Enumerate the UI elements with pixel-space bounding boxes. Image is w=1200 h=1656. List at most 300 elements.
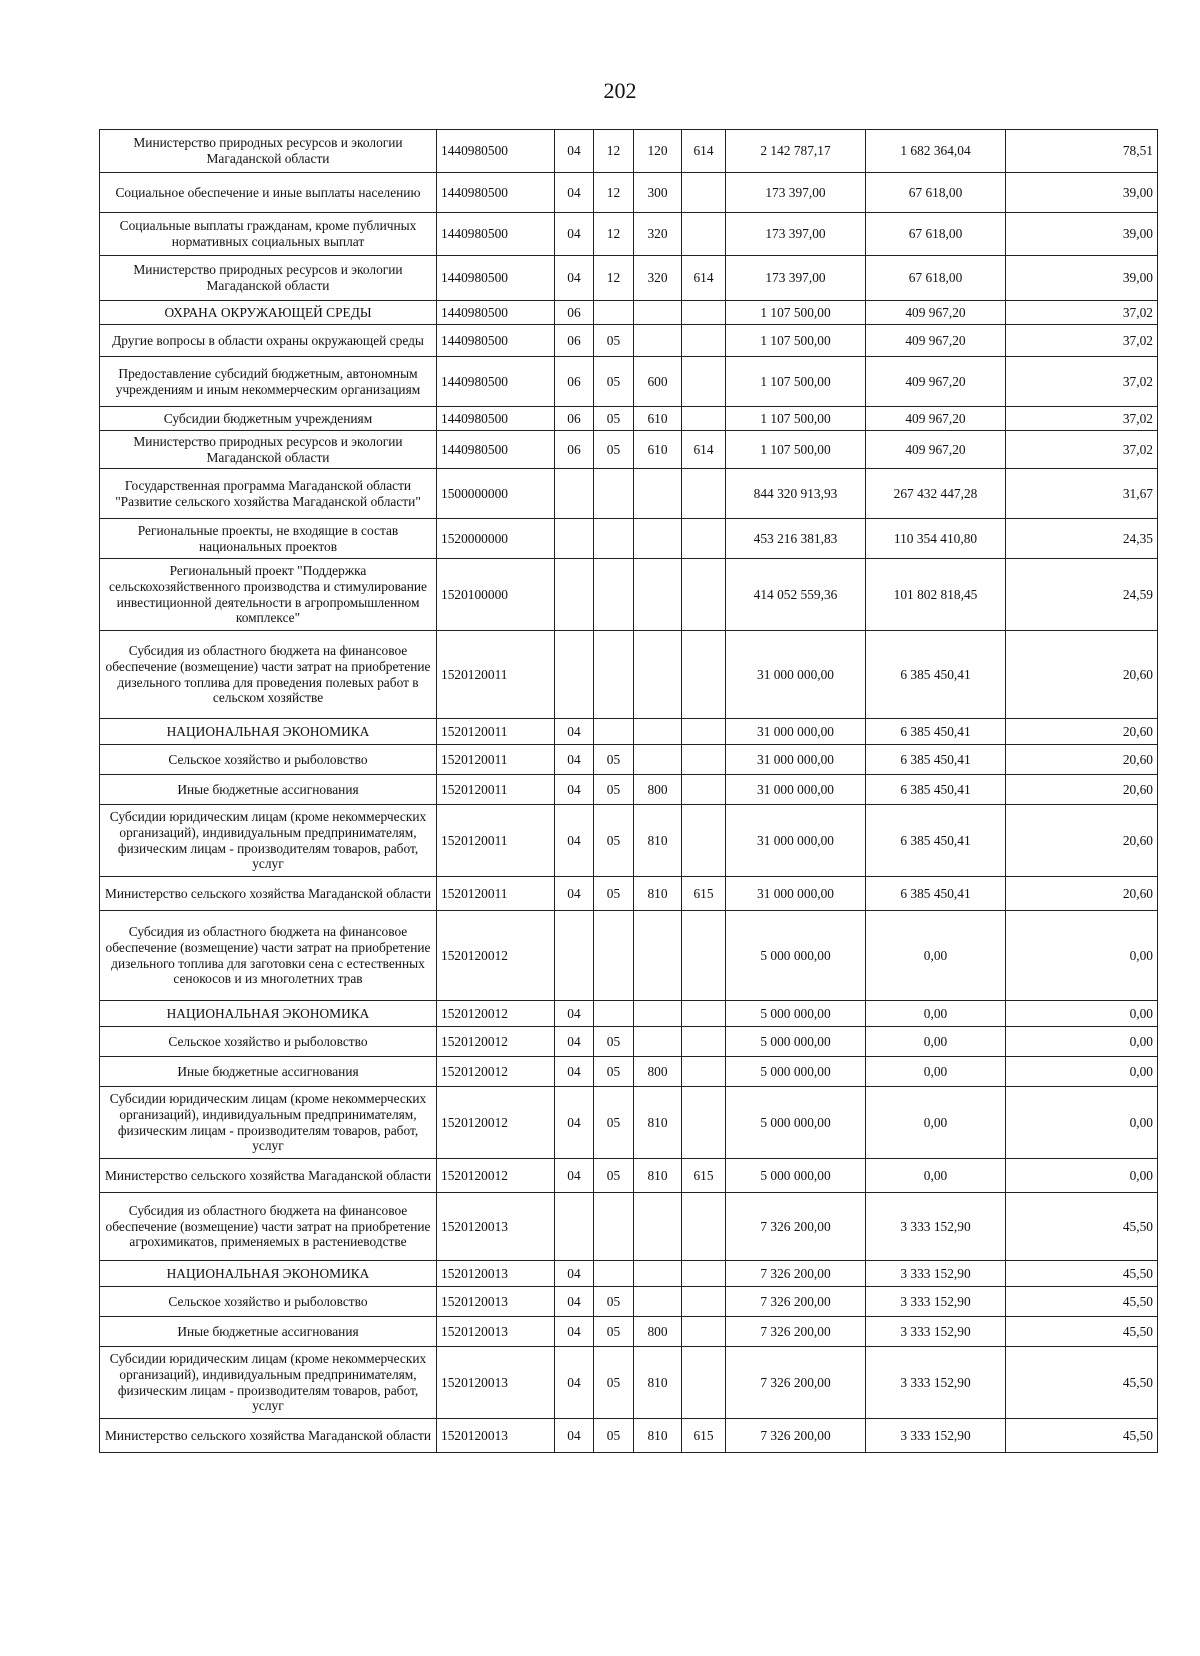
row-section: 04 <box>555 1261 594 1287</box>
row-percent: 37,02 <box>1006 325 1158 357</box>
row-plan-amount: 173 397,00 <box>726 173 866 213</box>
row-name: Министерство сельского хозяйства Магаданской области <box>100 877 437 911</box>
row-section: 04 <box>555 805 594 877</box>
row-code: 1520000000 <box>437 519 555 559</box>
row-ministry-code <box>682 1287 726 1317</box>
row-percent: 45,50 <box>1006 1287 1158 1317</box>
row-section: 06 <box>555 431 594 469</box>
row-subsection: 05 <box>594 1287 634 1317</box>
row-section: 04 <box>555 1419 594 1453</box>
row-actual-amount: 6 385 450,41 <box>866 745 1006 775</box>
row-plan-amount: 31 000 000,00 <box>726 745 866 775</box>
row-section: 06 <box>555 325 594 357</box>
row-actual-amount: 409 967,20 <box>866 407 1006 431</box>
row-name: Субсидии юридическим лицам (кроме некоммерческих организаций), индивидуальным предпринимателям, физическим лицам - производителям товаров, работ, услуг <box>100 805 437 877</box>
row-actual-amount: 267 432 447,28 <box>866 469 1006 519</box>
row-plan-amount: 31 000 000,00 <box>726 775 866 805</box>
table-row <box>100 1001 1158 1027</box>
row-name: Министерство природных ресурсов и экологии Магаданской области <box>100 256 437 301</box>
row-code: 1520120011 <box>437 745 555 775</box>
row-plan-amount: 7 326 200,00 <box>726 1193 866 1261</box>
row-plan-amount: 31 000 000,00 <box>726 877 866 911</box>
row-percent: 20,60 <box>1006 877 1158 911</box>
row-ministry-code <box>682 1087 726 1159</box>
row-section: 06 <box>555 407 594 431</box>
row-expense-type <box>634 631 682 719</box>
row-actual-amount: 1 682 364,04 <box>866 130 1006 173</box>
row-subsection <box>594 1193 634 1261</box>
row-section: 04 <box>555 256 594 301</box>
row-plan-amount: 844 320 913,93 <box>726 469 866 519</box>
table-row <box>100 745 1158 775</box>
row-code: 1440980500 <box>437 357 555 407</box>
row-percent: 39,00 <box>1006 256 1158 301</box>
row-percent: 0,00 <box>1006 1027 1158 1057</box>
row-expense-type: 300 <box>634 173 682 213</box>
row-expense-type: 800 <box>634 1057 682 1087</box>
table-row <box>100 805 1158 877</box>
row-section: 04 <box>555 1287 594 1317</box>
row-ministry-code <box>682 911 726 1001</box>
row-name: Социальное обеспечение и иные выплаты населению <box>100 173 437 213</box>
row-expense-type: 800 <box>634 775 682 805</box>
table-row <box>100 130 1158 173</box>
row-ministry-code: 615 <box>682 1419 726 1453</box>
row-name: НАЦИОНАЛЬНАЯ ЭКОНОМИКА <box>100 1001 437 1027</box>
row-actual-amount: 0,00 <box>866 1159 1006 1193</box>
row-name: Министерство сельского хозяйства Магаданской области <box>100 1159 437 1193</box>
row-code: 1440980500 <box>437 173 555 213</box>
row-subsection: 12 <box>594 256 634 301</box>
row-percent: 0,00 <box>1006 1057 1158 1087</box>
table-row <box>100 1317 1158 1347</box>
row-actual-amount: 67 618,00 <box>866 173 1006 213</box>
row-actual-amount: 67 618,00 <box>866 256 1006 301</box>
row-subsection: 12 <box>594 130 634 173</box>
row-section: 04 <box>555 1027 594 1057</box>
row-plan-amount: 31 000 000,00 <box>726 631 866 719</box>
row-plan-amount: 5 000 000,00 <box>726 1027 866 1057</box>
row-name: Государственная программа Магаданской области "Развитие сельского хозяйства Магаданской области" <box>100 469 437 519</box>
row-code: 1520120013 <box>437 1347 555 1419</box>
row-actual-amount: 6 385 450,41 <box>866 805 1006 877</box>
row-plan-amount: 5 000 000,00 <box>726 911 866 1001</box>
row-name: Субсидии бюджетным учреждениям <box>100 407 437 431</box>
row-section: 04 <box>555 719 594 745</box>
row-plan-amount: 31 000 000,00 <box>726 719 866 745</box>
table-row <box>100 357 1158 407</box>
row-code: 1520120012 <box>437 1057 555 1087</box>
row-section: 04 <box>555 1057 594 1087</box>
row-code: 1520100000 <box>437 559 555 631</box>
row-subsection <box>594 719 634 745</box>
row-name: Другие вопросы в области охраны окружающей среды <box>100 325 437 357</box>
row-expense-type: 320 <box>634 213 682 256</box>
row-plan-amount: 2 142 787,17 <box>726 130 866 173</box>
row-ministry-code <box>682 357 726 407</box>
row-percent: 0,00 <box>1006 1087 1158 1159</box>
row-section <box>555 519 594 559</box>
row-actual-amount: 6 385 450,41 <box>866 719 1006 745</box>
row-expense-type: 600 <box>634 357 682 407</box>
row-plan-amount: 1 107 500,00 <box>726 325 866 357</box>
row-expense-type: 800 <box>634 1317 682 1347</box>
row-percent: 20,60 <box>1006 745 1158 775</box>
row-plan-amount: 31 000 000,00 <box>726 805 866 877</box>
row-ministry-code <box>682 1001 726 1027</box>
row-ministry-code <box>682 407 726 431</box>
row-plan-amount: 7 326 200,00 <box>726 1287 866 1317</box>
row-name: Сельское хозяйство и рыболовство <box>100 745 437 775</box>
row-expense-type: 810 <box>634 1347 682 1419</box>
row-section: 04 <box>555 745 594 775</box>
row-code: 1520120013 <box>437 1287 555 1317</box>
table-row <box>100 1087 1158 1159</box>
row-code: 1520120012 <box>437 1001 555 1027</box>
row-code: 1440980500 <box>437 301 555 325</box>
row-name: Министерство сельского хозяйства Магаданской области <box>100 1419 437 1453</box>
row-actual-amount: 0,00 <box>866 911 1006 1001</box>
row-percent: 20,60 <box>1006 805 1158 877</box>
row-name: Предоставление субсидий бюджетным, автономным учреждениям и иным некоммерческим организациям <box>100 357 437 407</box>
table-row <box>100 407 1158 431</box>
row-actual-amount: 409 967,20 <box>866 431 1006 469</box>
row-name: НАЦИОНАЛЬНАЯ ЭКОНОМИКА <box>100 719 437 745</box>
row-actual-amount: 3 333 152,90 <box>866 1347 1006 1419</box>
row-section: 04 <box>555 213 594 256</box>
row-section: 04 <box>555 775 594 805</box>
row-subsection: 12 <box>594 173 634 213</box>
row-percent: 39,00 <box>1006 213 1158 256</box>
row-section <box>555 631 594 719</box>
row-percent: 20,60 <box>1006 775 1158 805</box>
table-row <box>100 1057 1158 1087</box>
row-expense-type <box>634 1193 682 1261</box>
row-actual-amount: 409 967,20 <box>866 301 1006 325</box>
row-subsection: 05 <box>594 431 634 469</box>
row-name: Субсидия из областного бюджета на финансовое обеспечение (возмещение) части затрат на приобретение дизельного топлива для проведения полевых работ в сельском хозяйстве <box>100 631 437 719</box>
row-subsection: 05 <box>594 877 634 911</box>
row-section: 04 <box>555 1087 594 1159</box>
row-percent: 0,00 <box>1006 1159 1158 1193</box>
row-subsection: 12 <box>594 213 634 256</box>
table-row <box>100 256 1158 301</box>
row-subsection: 05 <box>594 1419 634 1453</box>
row-percent: 24,35 <box>1006 519 1158 559</box>
row-code: 1520120012 <box>437 1159 555 1193</box>
row-subsection: 05 <box>594 1087 634 1159</box>
table-row <box>100 173 1158 213</box>
row-percent: 20,60 <box>1006 631 1158 719</box>
row-ministry-code <box>682 631 726 719</box>
row-subsection <box>594 559 634 631</box>
table-row <box>100 213 1158 256</box>
row-plan-amount: 5 000 000,00 <box>726 1087 866 1159</box>
row-subsection <box>594 1261 634 1287</box>
table-row <box>100 1193 1158 1261</box>
row-actual-amount: 101 802 818,45 <box>866 559 1006 631</box>
row-code: 1520120013 <box>437 1317 555 1347</box>
table-row <box>100 431 1158 469</box>
row-code: 1440980500 <box>437 325 555 357</box>
page-number: 202 <box>603 78 637 103</box>
table-row <box>100 775 1158 805</box>
row-code: 1520120013 <box>437 1193 555 1261</box>
row-actual-amount: 3 333 152,90 <box>866 1261 1006 1287</box>
row-percent: 45,50 <box>1006 1193 1158 1261</box>
row-expense-type <box>634 469 682 519</box>
row-subsection <box>594 631 634 719</box>
row-ministry-code: 615 <box>682 1159 726 1193</box>
row-actual-amount: 3 333 152,90 <box>866 1317 1006 1347</box>
row-percent: 45,50 <box>1006 1347 1158 1419</box>
row-percent: 0,00 <box>1006 1001 1158 1027</box>
row-subsection: 05 <box>594 1317 634 1347</box>
row-name: Министерство природных ресурсов и экологии Магаданской области <box>100 130 437 173</box>
row-percent: 24,59 <box>1006 559 1158 631</box>
row-actual-amount: 409 967,20 <box>866 357 1006 407</box>
row-actual-amount: 0,00 <box>866 1087 1006 1159</box>
row-actual-amount: 0,00 <box>866 1057 1006 1087</box>
table-row <box>100 719 1158 745</box>
row-ministry-code <box>682 719 726 745</box>
row-ministry-code: 614 <box>682 431 726 469</box>
table-row <box>100 1159 1158 1193</box>
row-expense-type <box>634 745 682 775</box>
row-actual-amount: 0,00 <box>866 1001 1006 1027</box>
table-row <box>100 519 1158 559</box>
row-ministry-code <box>682 559 726 631</box>
row-ministry-code <box>682 1193 726 1261</box>
row-section <box>555 1193 594 1261</box>
row-plan-amount: 1 107 500,00 <box>726 301 866 325</box>
row-ministry-code <box>682 775 726 805</box>
row-expense-type <box>634 519 682 559</box>
row-code: 1520120011 <box>437 775 555 805</box>
table-body <box>100 130 1158 1453</box>
row-expense-type: 810 <box>634 1159 682 1193</box>
row-plan-amount: 5 000 000,00 <box>726 1057 866 1087</box>
row-subsection: 05 <box>594 407 634 431</box>
row-plan-amount: 7 326 200,00 <box>726 1261 866 1287</box>
row-percent: 31,67 <box>1006 469 1158 519</box>
row-plan-amount: 1 107 500,00 <box>726 357 866 407</box>
row-subsection: 05 <box>594 745 634 775</box>
row-code: 1440980500 <box>437 213 555 256</box>
row-section <box>555 559 594 631</box>
row-ministry-code <box>682 325 726 357</box>
table-row <box>100 877 1158 911</box>
row-expense-type <box>634 1027 682 1057</box>
row-code: 1520120011 <box>437 877 555 911</box>
row-percent: 20,60 <box>1006 719 1158 745</box>
row-expense-type <box>634 325 682 357</box>
row-ministry-code <box>682 1027 726 1057</box>
row-percent: 39,00 <box>1006 173 1158 213</box>
row-name: Региональные проекты, не входящие в состав национальных проектов <box>100 519 437 559</box>
row-code: 1440980500 <box>437 407 555 431</box>
row-ministry-code: 614 <box>682 256 726 301</box>
row-section <box>555 469 594 519</box>
row-name: НАЦИОНАЛЬНАЯ ЭКОНОМИКА <box>100 1261 437 1287</box>
row-expense-type: 810 <box>634 1087 682 1159</box>
row-plan-amount: 1 107 500,00 <box>726 407 866 431</box>
row-ministry-code <box>682 173 726 213</box>
row-name: Субсидия из областного бюджета на финансовое обеспечение (возмещение) части затрат на приобретение дизельного топлива для заготовки сена с естественных сенокосов и из многолетних трав <box>100 911 437 1001</box>
row-subsection: 05 <box>594 325 634 357</box>
table-row <box>100 1347 1158 1419</box>
table-row <box>100 1287 1158 1317</box>
row-section <box>555 911 594 1001</box>
row-name: Сельское хозяйство и рыболовство <box>100 1027 437 1057</box>
row-code: 1520120011 <box>437 631 555 719</box>
table-row <box>100 1261 1158 1287</box>
row-plan-amount: 5 000 000,00 <box>726 1159 866 1193</box>
row-ministry-code <box>682 805 726 877</box>
row-actual-amount: 3 333 152,90 <box>866 1193 1006 1261</box>
row-code: 1520120012 <box>437 1087 555 1159</box>
row-percent: 37,02 <box>1006 431 1158 469</box>
row-plan-amount: 7 326 200,00 <box>726 1317 866 1347</box>
row-section: 06 <box>555 301 594 325</box>
row-code: 1520120011 <box>437 805 555 877</box>
row-expense-type <box>634 719 682 745</box>
row-actual-amount: 6 385 450,41 <box>866 631 1006 719</box>
row-actual-amount: 3 333 152,90 <box>866 1419 1006 1453</box>
row-actual-amount: 110 354 410,80 <box>866 519 1006 559</box>
row-plan-amount: 5 000 000,00 <box>726 1001 866 1027</box>
row-plan-amount: 7 326 200,00 <box>726 1347 866 1419</box>
row-expense-type: 610 <box>634 407 682 431</box>
row-expense-type: 810 <box>634 1419 682 1453</box>
row-percent: 37,02 <box>1006 407 1158 431</box>
row-ministry-code <box>682 1057 726 1087</box>
table-row <box>100 301 1158 325</box>
row-name: Иные бюджетные ассигнования <box>100 775 437 805</box>
row-ministry-code: 615 <box>682 877 726 911</box>
row-section: 04 <box>555 1317 594 1347</box>
row-code: 1520120013 <box>437 1261 555 1287</box>
row-section: 04 <box>555 1347 594 1419</box>
row-ministry-code <box>682 1347 726 1419</box>
row-code: 1520120012 <box>437 1027 555 1057</box>
row-subsection: 05 <box>594 357 634 407</box>
row-code: 1520120012 <box>437 911 555 1001</box>
row-name: ОХРАНА ОКРУЖАЮЩЕЙ СРЕДЫ <box>100 301 437 325</box>
budget-table <box>99 129 1158 1453</box>
row-actual-amount: 409 967,20 <box>866 325 1006 357</box>
row-ministry-code <box>682 519 726 559</box>
row-ministry-code <box>682 1261 726 1287</box>
row-subsection: 05 <box>594 1347 634 1419</box>
row-ministry-code <box>682 301 726 325</box>
row-subsection <box>594 1001 634 1027</box>
row-percent: 45,50 <box>1006 1261 1158 1287</box>
row-name: Сельское хозяйство и рыболовство <box>100 1287 437 1317</box>
row-subsection: 05 <box>594 1027 634 1057</box>
table-row <box>100 631 1158 719</box>
row-name: Социальные выплаты гражданам, кроме публичных нормативных социальных выплат <box>100 213 437 256</box>
row-subsection: 05 <box>594 1057 634 1087</box>
row-expense-type: 810 <box>634 877 682 911</box>
row-subsection <box>594 469 634 519</box>
row-expense-type <box>634 1287 682 1317</box>
row-code: 1500000000 <box>437 469 555 519</box>
row-expense-type: 120 <box>634 130 682 173</box>
row-code: 1520120011 <box>437 719 555 745</box>
row-expense-type: 610 <box>634 431 682 469</box>
table-row <box>100 911 1158 1001</box>
row-name: Региональный проект "Поддержка сельскохозяйственного производства и стимулирование инвестиционной деятельности в агропромышленном комплексе" <box>100 559 437 631</box>
row-plan-amount: 173 397,00 <box>726 213 866 256</box>
row-percent: 0,00 <box>1006 911 1158 1001</box>
row-expense-type <box>634 1001 682 1027</box>
row-name: Министерство природных ресурсов и экологии Магаданской области <box>100 431 437 469</box>
row-actual-amount: 67 618,00 <box>866 213 1006 256</box>
row-plan-amount: 414 052 559,36 <box>726 559 866 631</box>
row-expense-type: 320 <box>634 256 682 301</box>
row-name: Субсидия из областного бюджета на финансовое обеспечение (возмещение) части затрат на приобретение агрохимикатов, применяемых в растениеводстве <box>100 1193 437 1261</box>
row-section: 04 <box>555 1001 594 1027</box>
row-percent: 37,02 <box>1006 357 1158 407</box>
row-subsection: 05 <box>594 805 634 877</box>
row-section: 04 <box>555 1159 594 1193</box>
row-code: 1440980500 <box>437 431 555 469</box>
row-subsection <box>594 301 634 325</box>
table-row <box>100 325 1158 357</box>
row-actual-amount: 6 385 450,41 <box>866 775 1006 805</box>
row-ministry-code <box>682 745 726 775</box>
row-expense-type <box>634 1261 682 1287</box>
row-code: 1440980500 <box>437 256 555 301</box>
row-percent: 45,50 <box>1006 1419 1158 1453</box>
table-row <box>100 1419 1158 1453</box>
row-subsection: 05 <box>594 1159 634 1193</box>
row-actual-amount: 0,00 <box>866 1027 1006 1057</box>
row-expense-type <box>634 911 682 1001</box>
row-plan-amount: 173 397,00 <box>726 256 866 301</box>
row-subsection <box>594 911 634 1001</box>
row-percent: 45,50 <box>1006 1317 1158 1347</box>
row-ministry-code: 614 <box>682 130 726 173</box>
row-code: 1440980500 <box>437 130 555 173</box>
row-ministry-code <box>682 213 726 256</box>
row-section: 06 <box>555 357 594 407</box>
row-subsection <box>594 519 634 559</box>
row-name: Субсидии юридическим лицам (кроме некоммерческих организаций), индивидуальным предпринимателям, физическим лицам - производителям товаров, работ, услуг <box>100 1087 437 1159</box>
row-section: 04 <box>555 173 594 213</box>
table-row <box>100 559 1158 631</box>
row-percent: 37,02 <box>1006 301 1158 325</box>
row-plan-amount: 1 107 500,00 <box>726 431 866 469</box>
row-actual-amount: 6 385 450,41 <box>866 877 1006 911</box>
row-ministry-code <box>682 1317 726 1347</box>
row-name: Субсидии юридическим лицам (кроме некоммерческих организаций), индивидуальным предпринимателям, физическим лицам - производителям товаров, работ, услуг <box>100 1347 437 1419</box>
table-row <box>100 469 1158 519</box>
row-name: Иные бюджетные ассигнования <box>100 1057 437 1087</box>
row-section: 04 <box>555 877 594 911</box>
row-ministry-code <box>682 469 726 519</box>
table-row <box>100 1027 1158 1057</box>
row-plan-amount: 7 326 200,00 <box>726 1419 866 1453</box>
row-actual-amount: 3 333 152,90 <box>866 1287 1006 1317</box>
row-subsection: 05 <box>594 775 634 805</box>
row-code: 1520120013 <box>437 1419 555 1453</box>
row-section: 04 <box>555 130 594 173</box>
row-expense-type: 810 <box>634 805 682 877</box>
row-expense-type <box>634 559 682 631</box>
row-name: Иные бюджетные ассигнования <box>100 1317 437 1347</box>
